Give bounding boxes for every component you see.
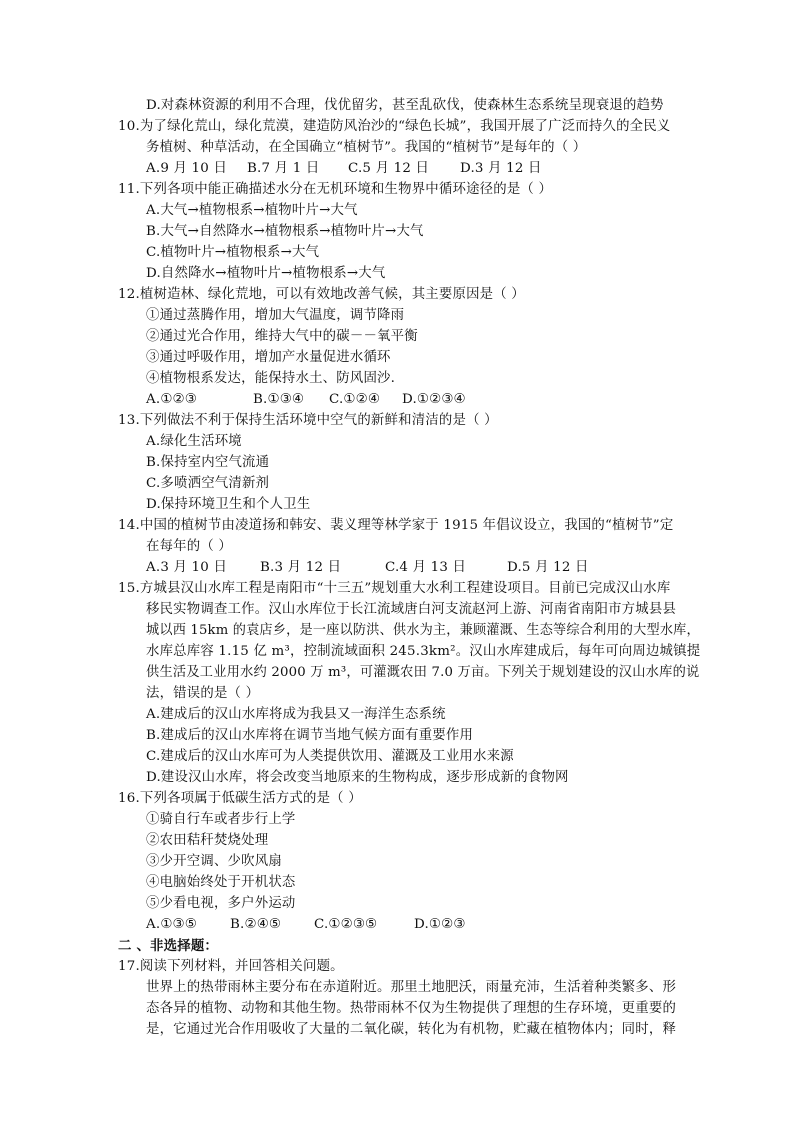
- q14-stem-line1: 14.中国的植树节由凌道扬和韩安、裴义理等林学家于 1915 年倡议设立，我国的“植树节”定: [118, 518, 674, 533]
- q10-option-b: B.7 月 1 日: [247, 161, 320, 176]
- q11-option-a: A.大气→植物根系→植物叶片→大气: [146, 203, 358, 218]
- q16-options: [146, 915, 466, 935]
- q11-option-d: D.自然降水→植物叶片→植物根系→大气: [146, 266, 386, 281]
- q15-stem-line1: 15.方城县汉山水库工程是南阳市“十三五”规划重大水利工程建设项目。目前已完成汉山水库: [118, 581, 671, 596]
- q16-item-1: ①骑自行车或者步行上学: [146, 812, 296, 827]
- q14-option-b: B.3 月 12 日: [260, 560, 342, 575]
- q16-option-d: D.①②③: [414, 917, 466, 932]
- q10-option-d: D.3 月 12 日: [460, 161, 542, 176]
- q13-stem: 13.下列做法不利于保持生活环境中空气的新鲜和清洁的是（ ）: [118, 413, 498, 428]
- q14-option-a: A.3 月 10 日: [146, 560, 228, 575]
- q15-stem-line4: 水库总库容 1.15 亿 m³，控制流域面积 245.3km²。汉山水库建成后，每年可向周边城镇提: [146, 644, 701, 659]
- q12-options: [146, 390, 466, 410]
- q14-option-c: C.4 月 13 日: [385, 560, 467, 575]
- q15-option-c: C.建成后的汉山水库可为人类提供饮用、灌溉及工业用水来源: [146, 749, 514, 764]
- q16-stem: 16.下列各项属于低碳生活方式的是（ ）: [118, 791, 362, 806]
- passage-line-2: 态各异的植物、动物和其他生物。热带雨林不仅为生物提供了理想的生存环境，更重要的: [146, 1001, 677, 1016]
- q15-stem-line6: 法，错误的是（ ）: [146, 686, 260, 701]
- q16-item-2: ②农田秸秆焚烧处理: [146, 833, 269, 848]
- q9-option-d: D.对森林资源的利用不合理，伐优留劣，甚至乱砍伐，使森林生态系统呈现衰退的趋势: [146, 98, 664, 113]
- q15-stem-line2: 移民实物调查工作。汉山水库位于长江流域唐白河支流赵河上游、河南省南阳市方城县县: [146, 602, 677, 617]
- q10-options: [146, 159, 542, 179]
- q14-stem-line2: 在每年的（ ）: [146, 539, 232, 554]
- q16-item-5: ⑤少看电视，多户外运动: [146, 896, 296, 911]
- q16-item-3: ③少开空调、少吹风扇: [146, 854, 282, 869]
- passage-line-1: 世界上的热带雨林主要分布在赤道附近。那里土地肥沃，雨量充沛，生活着种类繁多、形: [146, 980, 677, 995]
- q17-stem: 17.阅读下列材料，并回答相关问题。: [118, 959, 344, 974]
- q12-item-3: ③通过呼吸作用，增加产水量促进水循环: [146, 350, 391, 365]
- q14-options: [146, 558, 589, 578]
- q11-option-c: C.植物叶片→植物根系→大气: [146, 245, 320, 260]
- q15-stem-line5: 供生活及工业用水约 2000 万 m³，可灌溉农田 7.0 万亩。下列关于规划建设的汉山水库的说: [146, 665, 700, 680]
- q13-option-a: A.绿化生活环境: [146, 434, 242, 449]
- passage-line-3: 是，它通过光合作用吸收了大量的二氧化碳，转化为有机物，贮藏在植物体内；同时，释: [146, 1022, 677, 1037]
- q15-option-d: D.建设汉山水库，将会改变当地原来的生物构成，逐步形成新的食物网: [146, 770, 569, 785]
- q12-option-a: A.①②③: [146, 392, 197, 407]
- q12-option-d: D.①②③④: [402, 392, 466, 407]
- q16-option-c: C.①②③⑤: [314, 917, 378, 932]
- q16-option-b: B.②④⑤: [230, 917, 282, 932]
- q12-item-2: ②通过光合作用，维持大气中的碳－－氧平衡: [146, 329, 418, 344]
- q10-stem-line1: 10.为了绿化荒山，绿化荒漠，建造防风治沙的“绿色长城”，我国开展了广泛而持久的全民义: [118, 119, 671, 134]
- q10-option-a: A.9 月 10 日: [146, 161, 228, 176]
- q13-option-d: D.保持环境卫生和个人卫生: [146, 497, 311, 512]
- q11-stem: 11.下列各项中能正确描述水分在无机环境和生物界中循环途径的是（ ）: [118, 182, 553, 197]
- q15-stem-line3: 城以西 15km 的袁店乡，是一座以防洪、供水为主，兼顾灌溉、生态等综合利用的大型水库，: [146, 623, 700, 638]
- q12-item-1: ①通过蒸腾作用，增加大气温度，调节降雨: [146, 308, 405, 323]
- q15-option-b: B.建成后的汉山水库将在调节当地气候方面有重要作用: [146, 728, 474, 743]
- q13-option-b: B.保持室内空气流通: [146, 455, 270, 470]
- q16-item-4: ④电脑始终处于开机状态: [146, 875, 296, 890]
- q12-item-4: ④植物根系发达，能保持水土、防风固沙.: [146, 371, 396, 386]
- section-heading: 二 、非选择题：: [118, 938, 218, 954]
- q10-option-c: C.5 月 12 日: [348, 161, 430, 176]
- q12-option-b: B.①③④: [253, 392, 305, 407]
- q11-option-b: B.大气→自然降水→植物根系→植物叶片→大气: [146, 224, 424, 239]
- q16-option-a: A.①③⑤: [146, 917, 197, 932]
- q13-option-c: C.多喷洒空气清新剂: [146, 476, 270, 491]
- q14-option-d: D.5 月 12 日: [507, 560, 589, 575]
- q10-stem-line2: 务植树、种草活动，在全国确立“植树节”。我国的“植树节”是每年的（ ）: [146, 140, 587, 155]
- q12-stem: 12.植树造林、绿化荒地，可以有效地改善气候，其主要原因是（ ）: [118, 287, 525, 302]
- q15-option-a: A.建成后的汉山水库将成为我县又一海洋生态系统: [146, 707, 446, 722]
- q12-option-c: C.①②④: [329, 392, 381, 407]
